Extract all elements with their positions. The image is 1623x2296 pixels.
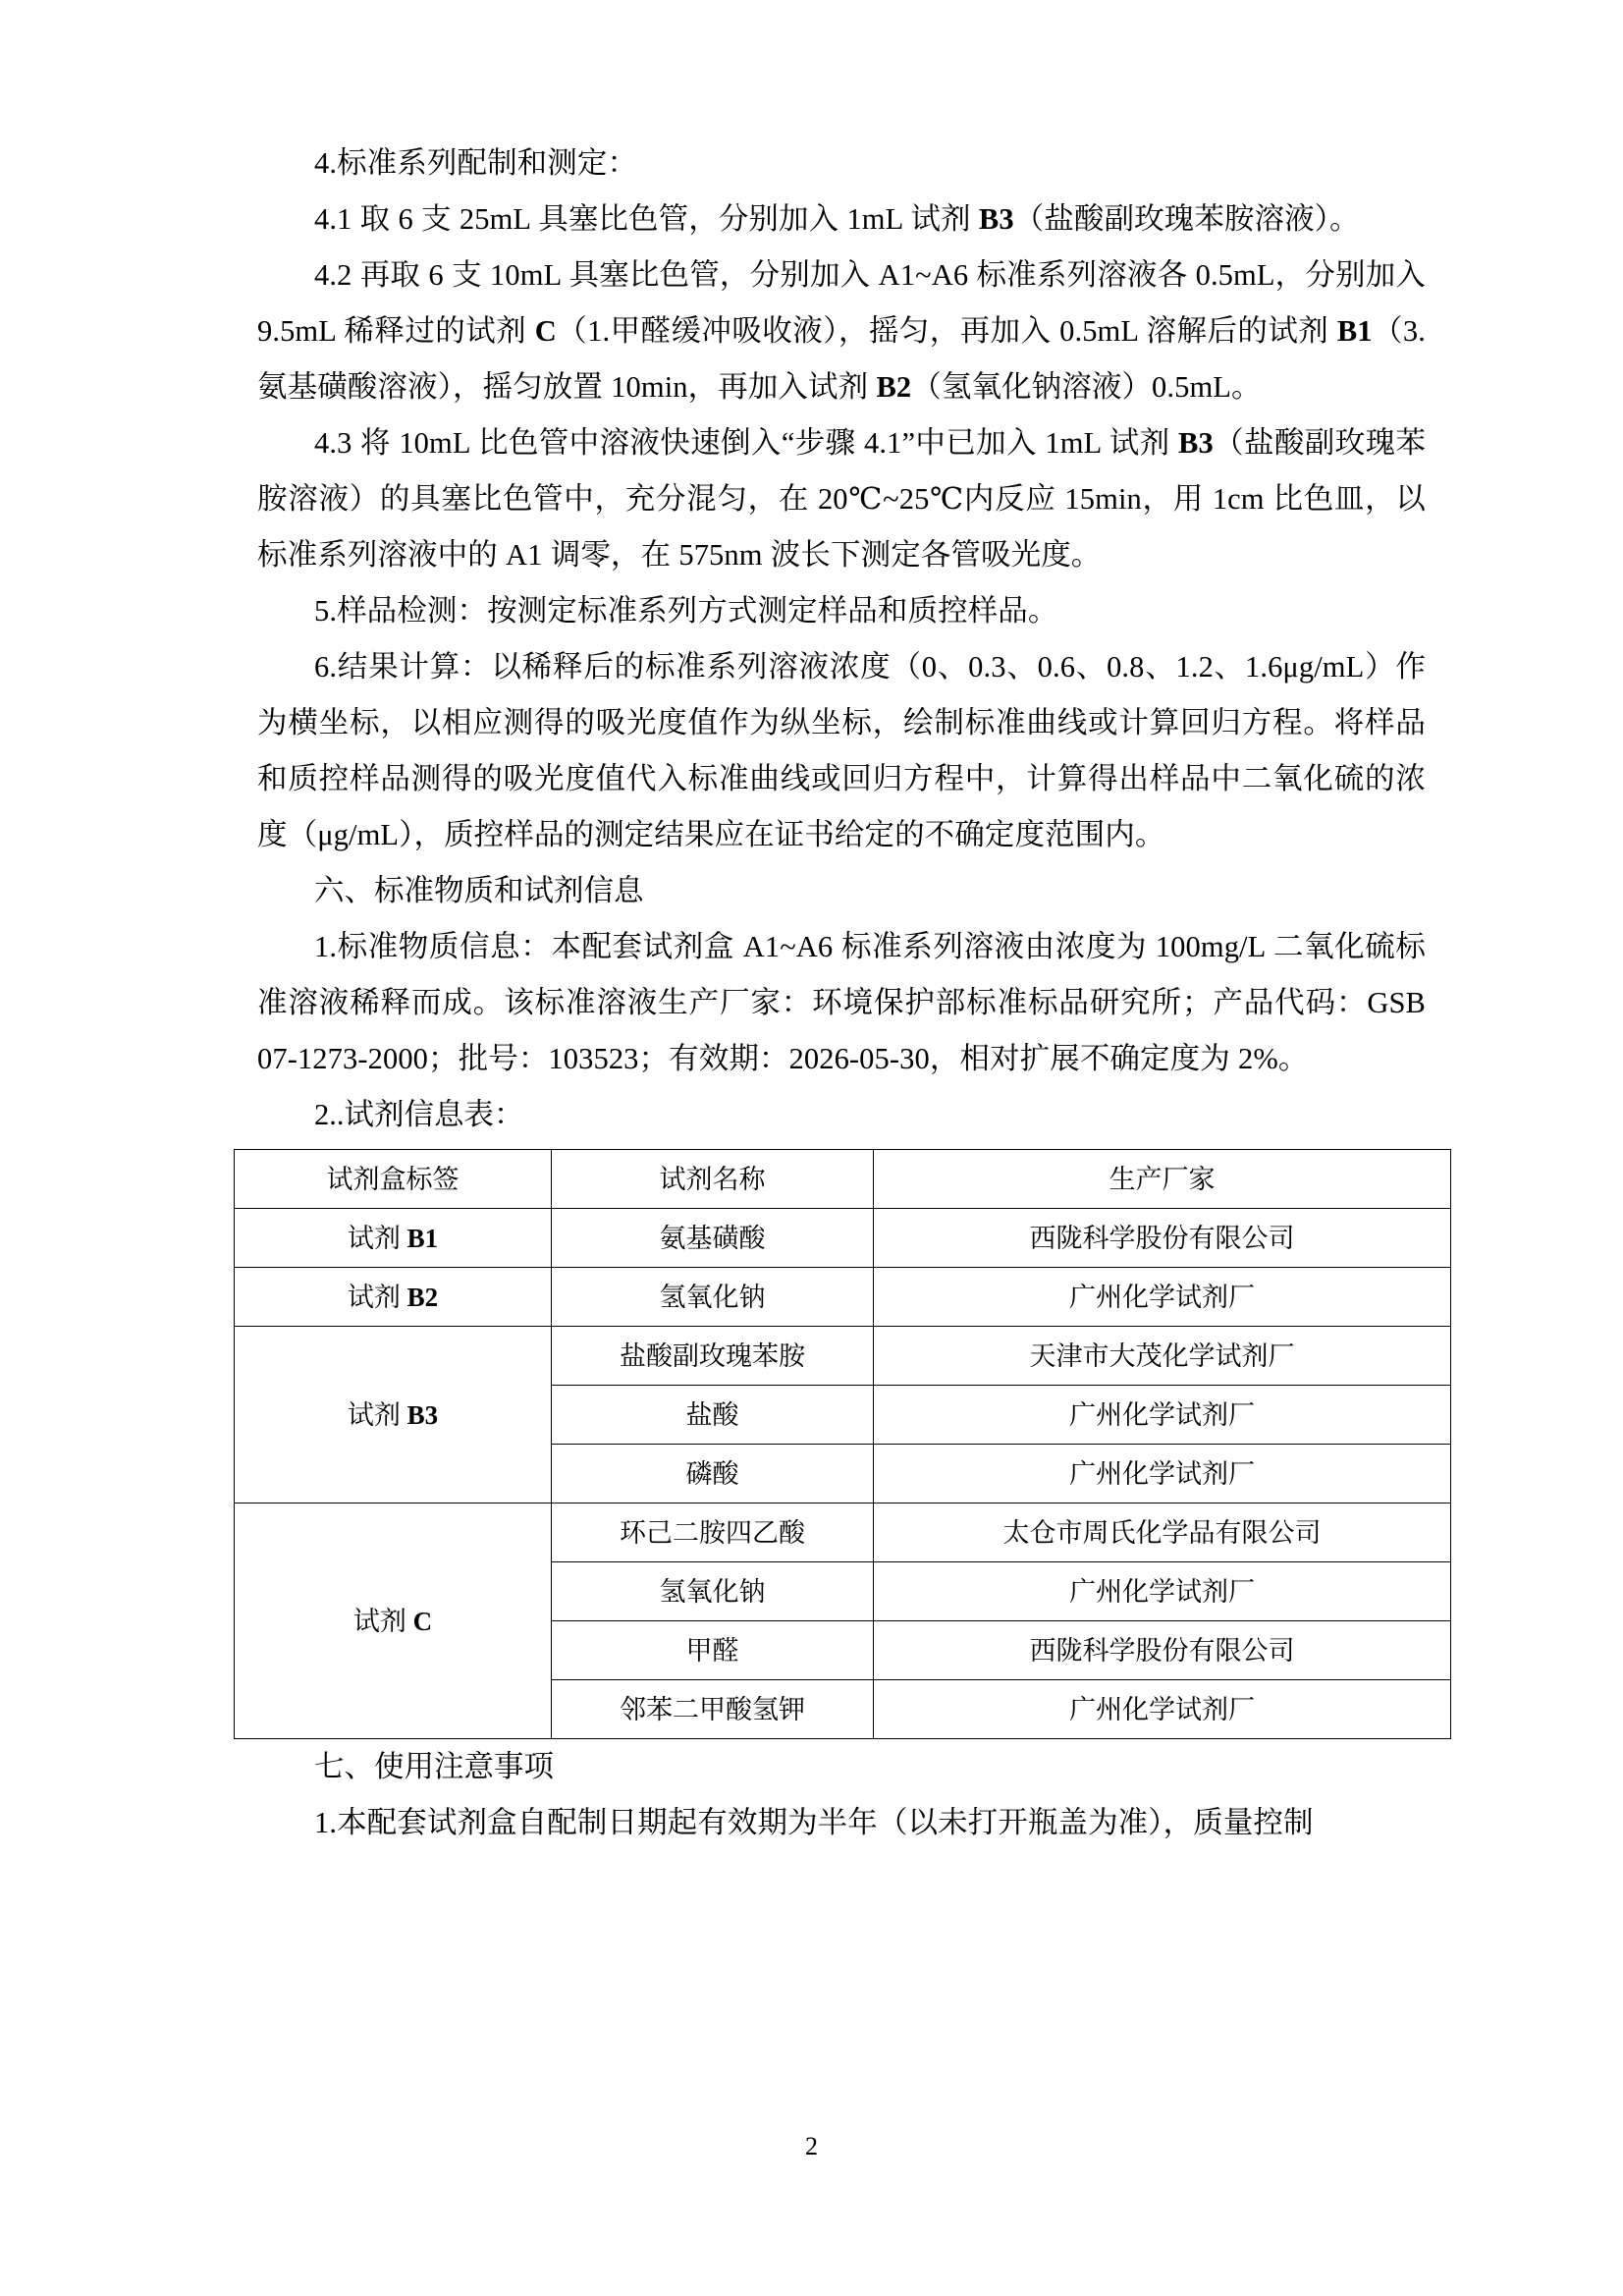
paragraph-4-2: 4.2 再取 6 支 10mL 具塞比色管，分别加入 A1~A6 标准系列溶液各 0.5mL，分别加入 9.5mL 稀释过的试剂 C（1.甲醛缓冲吸收液），摇匀，再加入 0.5mL 溶解后的试剂 B1（3.氨基磺酸溶液），摇匀放置 10min，再加入试剂 B2（氢氧化钠溶液）0.5mL。 (257, 258, 1426, 404)
paragraph-text: 1.标准物质信息：本配套试剂盒 A1~A6 标准系列溶液由浓度为 100mg/L 二氧化硫标准溶液稀释而成。该标准溶液生产厂家：环境保护部标准标品研究所；产品代码：GSB 07-1273-2000；批号：103523；有效期：2026-05-30，相对扩展不确定度为 2%。 (257, 930, 1426, 1075)
table-cell-manufacturer: 广州化学试剂厂 (874, 1268, 1451, 1327)
label-code: C (412, 1606, 433, 1636)
table-row (235, 1327, 1451, 1386)
reagent-code-b3-2: B3 (1178, 426, 1214, 460)
paragraph-5 (257, 583, 1426, 639)
table-cell-reagent-name: 环己二胺四乙酸 (552, 1503, 874, 1562)
paragraph-6-1-standard-material (257, 919, 1426, 1087)
label-prefix: 试剂 (352, 1606, 413, 1636)
label-code: B3 (406, 1399, 439, 1430)
table-row (235, 1503, 1451, 1562)
table-header-cell-name: 试剂名称 (552, 1150, 874, 1209)
table-cell-reagent-label (235, 1503, 552, 1739)
table-row (235, 1209, 1451, 1268)
page-number (0, 2131, 1623, 2162)
table-row (235, 1268, 1451, 1327)
section-heading-six (257, 863, 1426, 919)
paragraph-text: 1.本配套试剂盒自配制日期起有效期为半年（以未打开瓶盖为准），质量控制 (314, 1806, 1314, 1839)
table-cell-reagent-label (235, 1327, 552, 1503)
reagent-code-c: C (534, 314, 557, 348)
table-cell-reagent-name: 磷酸 (552, 1445, 874, 1503)
table-cell-manufacturer: 广州化学试剂厂 (874, 1562, 1451, 1621)
table-cell-manufacturer: 西陇科学股份有限公司 (874, 1209, 1451, 1268)
label-code: B1 (406, 1223, 439, 1253)
label-prefix: 试剂 (347, 1282, 407, 1312)
heading-text: 六、标准物质和试剂信息 (314, 874, 644, 907)
table-cell-manufacturer: 天津市大茂化学试剂厂 (874, 1327, 1451, 1386)
table-cell-reagent-label (235, 1268, 552, 1327)
table-cell-reagent-name: 氢氧化钠 (552, 1268, 874, 1327)
reagent-table-wrapper (257, 1149, 1426, 1739)
table-cell-reagent-name: 氢氧化钠 (552, 1562, 874, 1621)
page-content (257, 136, 1426, 1851)
table-header-row (235, 1150, 1451, 1209)
table-cell-reagent-name: 盐酸副玫瑰苯胺 (552, 1327, 874, 1386)
table-cell-reagent-name: 邻苯二甲酸氢钾 (552, 1680, 874, 1739)
paragraph-7-1 (257, 1795, 1426, 1851)
reagent-code-b3: B3 (978, 202, 1014, 236)
paragraph-text: 6.结果计算：以稀释后的标准系列溶液浓度（0、0.3、0.6、0.8、1.2、1.6μg/mL）作为横坐标，以相应测得的吸光度值作为纵坐标，绘制标准曲线或计算回归方程。将样品和质控样品测得的吸光度值代入标准曲线或回归方程中，计算得出样品中二氧化硫的浓度（μg/mL），质控样品的测定结果应在证书给定的不确定度范围内。 (257, 650, 1426, 851)
paragraph-text: 5.样品检测：按测定标准系列方式测定样品和质控样品。 (314, 594, 1058, 628)
paragraph-4-3: 4.3 将 10mL 比色管中溶液快速倒入“步骤 4.1”中已加入 1mL 试剂 B3（盐酸副玫瑰苯胺溶液）的具塞比色管中，充分混匀，在 20℃~25℃内反应 15min，用 1cm 比色皿，以标准系列溶液中的 A1 调零，在 575nm 波长下测定各管吸光度。 (257, 426, 1426, 572)
table-cell-reagent-label (235, 1209, 552, 1268)
section-heading-seven (257, 1739, 1426, 1795)
label-prefix: 试剂 (347, 1223, 407, 1253)
table-cell-manufacturer: 广州化学试剂厂 (874, 1680, 1451, 1739)
table-header-cell-maker: 生产厂家 (874, 1150, 1451, 1209)
label-prefix: 试剂 (347, 1399, 407, 1430)
table-header-cell-label: 试剂盒标签 (235, 1150, 552, 1209)
table-cell-manufacturer: 广州化学试剂厂 (874, 1445, 1451, 1503)
paragraph-4-1: 4.1 取 6 支 25mL 具塞比色管，分别加入 1mL 试剂 B3（盐酸副玫瑰苯胺溶液）。 (314, 202, 1360, 236)
table-cell-manufacturer: 广州化学试剂厂 (874, 1386, 1451, 1445)
caption-text: 2..试剂信息表： (314, 1098, 524, 1131)
table-cell-reagent-name: 氨基磺酸 (552, 1209, 874, 1268)
paragraph-6-2-table-caption (257, 1087, 1426, 1143)
reagent-code-b2: B2 (876, 370, 912, 404)
reagent-code-b1: B1 (1336, 314, 1373, 348)
heading-text: 七、使用注意事项 (314, 1750, 554, 1783)
reagent-info-table (234, 1149, 1451, 1739)
table-cell-manufacturer: 太仓市周氏化学品有限公司 (874, 1503, 1451, 1562)
label-code: B2 (406, 1282, 439, 1312)
paragraph-6 (257, 639, 1426, 863)
paragraph-text: 4.标准系列配制和测定： (314, 146, 638, 180)
page-number-value: 2 (805, 2132, 818, 2160)
table-cell-manufacturer: 西陇科学股份有限公司 (874, 1621, 1451, 1680)
table-cell-reagent-name: 盐酸 (552, 1386, 874, 1445)
paragraph-4-heading (257, 136, 1426, 191)
table-cell-reagent-name: 甲醛 (552, 1621, 874, 1680)
